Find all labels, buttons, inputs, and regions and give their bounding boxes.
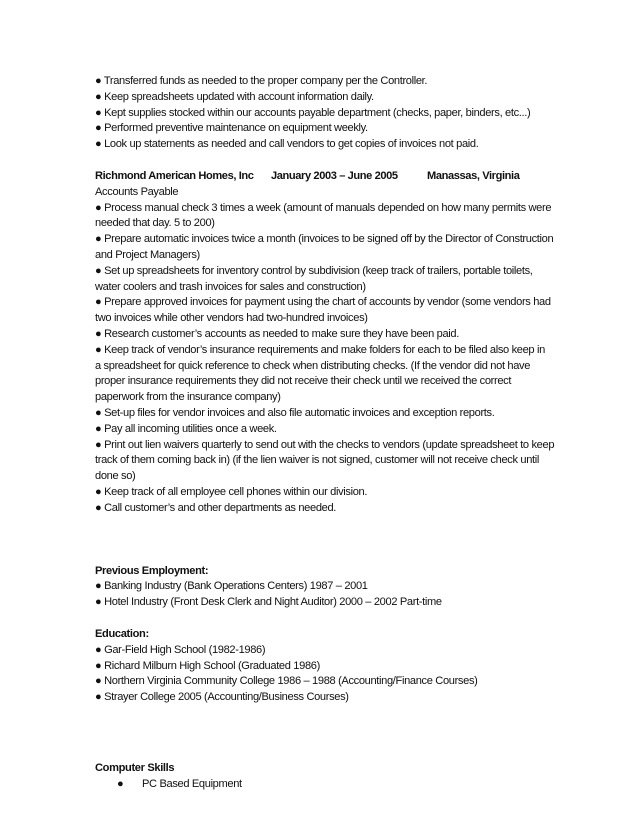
job-company: Richmond American Homes, Inc bbox=[95, 169, 254, 182]
list-item: done so) bbox=[95, 470, 136, 483]
top-bullet-list bbox=[95, 74, 547, 153]
resume-page bbox=[95, 74, 555, 792]
list-item: and Project Managers) bbox=[95, 248, 200, 261]
job-title: Accounts Payable bbox=[95, 185, 179, 198]
section-title: Computer Skills bbox=[95, 761, 175, 774]
job-header bbox=[95, 169, 547, 185]
list-item: ● Look up statements as needed and call vendors to get copies of invoices not paid. bbox=[95, 138, 479, 151]
job-location: Manassas, Virginia bbox=[427, 169, 520, 182]
list-item: ● Strayer College 2005 (Accounting/Business Courses) bbox=[95, 691, 349, 704]
list-item: ● Set-up files for vendor invoices and also file automatic invoices and exception reports. bbox=[95, 406, 495, 419]
list-item: a spreadsheet for quick reference to check when distributing checks. (If the vendor did not have bbox=[95, 359, 531, 372]
job-duties bbox=[95, 201, 555, 517]
list-item: ● Transferred funds as needed to the proper company per the Controller. bbox=[95, 75, 428, 87]
list-item: needed that day. 5 to 200) bbox=[95, 217, 215, 230]
bullet-icon: ● bbox=[117, 777, 124, 790]
list-item: ● Banking Industry (Bank Operations Centers) 1987 – 2001 bbox=[95, 580, 368, 593]
list-item: ● Research customer’s accounts as needed to make sure they have been paid. bbox=[95, 327, 459, 340]
list-item: ● Process manual check 3 times a week (amount of manuals depended on how many permits were bbox=[95, 201, 552, 214]
previous-employment-section bbox=[95, 564, 547, 611]
skill-label: PC Based Equipment bbox=[142, 777, 242, 790]
list-item: two invoices while other vendors had two-hundred invoices) bbox=[95, 312, 368, 325]
list-item: water coolers and trash invoices for sales and construction) bbox=[95, 280, 366, 293]
list-item: proper insurance requirements they did not receive their check until we received the correct bbox=[95, 375, 512, 388]
list-item: ● Call customer’s and other departments as needed. bbox=[95, 501, 337, 514]
list-item: ● Keep spreadsheets updated with account information daily. bbox=[95, 90, 374, 103]
list-item: ● Set up spreadsheets for inventory control by subdivision (keep track of trailers, portable toilets, bbox=[95, 264, 533, 277]
list-item bbox=[95, 777, 547, 793]
list-item: ● Keep track of vendor’s insurance requirements and make folders for each to be filed also keep in bbox=[95, 343, 545, 356]
list-item: ● Pay all incoming utilities once a week. bbox=[95, 422, 277, 435]
list-item: ● Prepare approved invoices for payment using the chart of accounts by vendor (some vendors had bbox=[95, 296, 551, 309]
list-item: ● Performed preventive maintenance on equipment weekly. bbox=[95, 122, 368, 135]
section-title: Previous Employment: bbox=[95, 564, 209, 577]
list-item: ● Richard Milburn High School (Graduated 1986) bbox=[95, 659, 320, 672]
list-item: ● Northern Virginia Community College 1986 – 1988 (Accounting/Finance Courses) bbox=[95, 675, 478, 688]
list-item: track of them coming back in) (if the lien waiver is not signed, customer will not receive check until bbox=[95, 454, 539, 467]
list-item: ● Prepare automatic invoices twice a month (invoices to be signed off by the Director of Construction bbox=[95, 233, 554, 246]
list-item: ● Keep track of all employee cell phones within our division. bbox=[95, 485, 368, 498]
list-item: ● Kept supplies stocked within our accounts payable department (checks, paper, binders, etc...) bbox=[95, 106, 531, 119]
education-section bbox=[95, 627, 547, 706]
list-item: ● Gar-Field High School (1982-1986) bbox=[95, 643, 266, 656]
list-item: ● Print out lien waivers quarterly to send out with the checks to vendors (update spreadsheet to keep bbox=[95, 438, 555, 451]
computer-skills-section bbox=[95, 761, 547, 793]
list-item: paperwork from the insurance company) bbox=[95, 391, 281, 404]
job-dates: January 2003 – June 2005 bbox=[271, 169, 398, 182]
list-item: ● Hotel Industry (Front Desk Clerk and Night Auditor) 2000 – 2002 Part-time bbox=[95, 596, 442, 609]
section-title: Education: bbox=[95, 627, 149, 640]
